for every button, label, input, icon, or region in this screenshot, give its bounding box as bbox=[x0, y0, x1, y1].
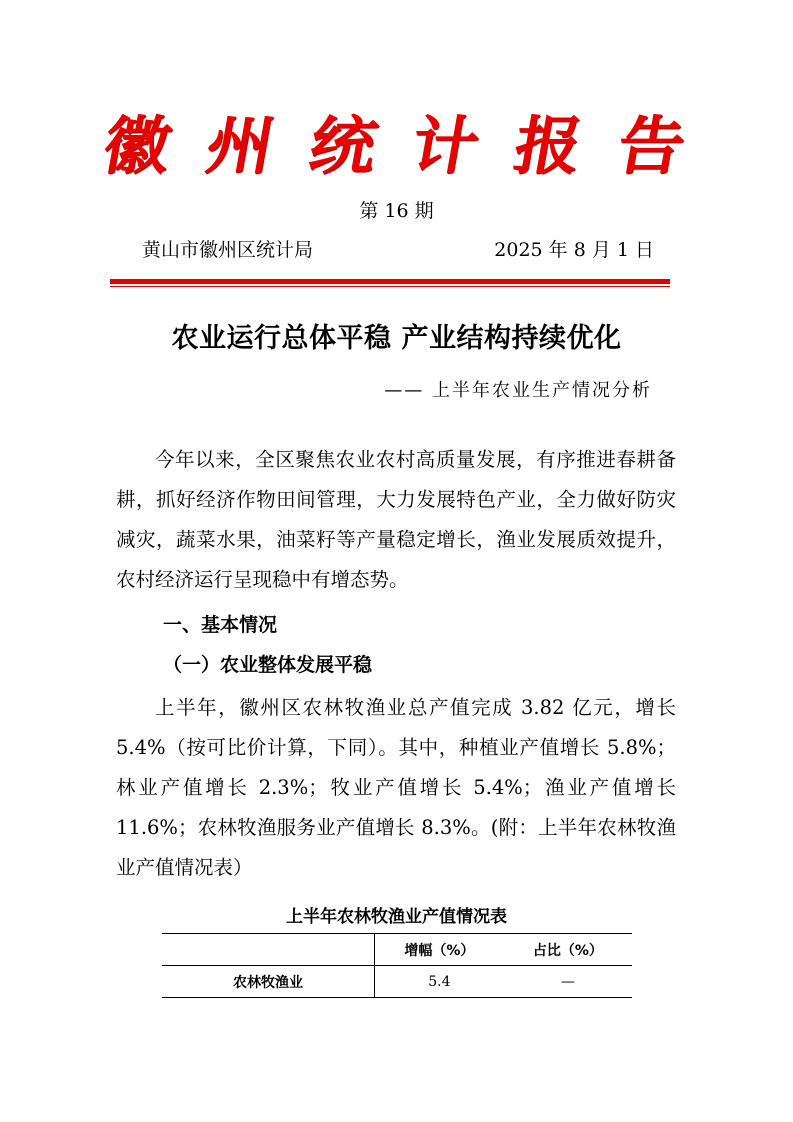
masthead-char: 统 bbox=[303, 108, 383, 183]
table-header-row bbox=[162, 934, 632, 966]
table-title: 上半年农林牧渔业产值情况表 bbox=[286, 907, 507, 927]
table-header-share: 占比（%） bbox=[532, 942, 603, 959]
masthead-char: 计 bbox=[405, 108, 486, 183]
masthead-char: 报 bbox=[508, 108, 588, 183]
article-subtitle: —— 上半年农业生产情况分析 bbox=[384, 380, 652, 401]
masthead-title bbox=[97, 100, 691, 183]
section-heading: 一、基本情况 bbox=[163, 614, 278, 636]
masthead-char: 徽 bbox=[97, 108, 177, 183]
publisher: 黄山市徽州区统计局 bbox=[142, 239, 314, 261]
red-divider-thin bbox=[110, 286, 670, 287]
subsection-heading: （一）农业整体发展平稳 bbox=[163, 654, 373, 676]
issue-number: 第 16 期 bbox=[359, 200, 434, 222]
table-cell-name: 农林牧渔业 bbox=[162, 966, 375, 998]
article-headline: 农业运行总体平稳 产业结构持续优化 bbox=[171, 323, 622, 354]
red-divider bbox=[110, 279, 670, 284]
table-cell-share: — bbox=[560, 973, 575, 990]
table-header-blank bbox=[162, 934, 375, 966]
publication-info bbox=[142, 235, 654, 262]
output-paragraph: 上半年，徽州区农林牧渔业总产值完成 3.82 亿元，增长 5.4%（按可比价计算，下同）。其中，种植业产值增长 5.8%；林业产值增长 2.3%；牧业产值增长 5.4%；渔业产值增长 11.6%；农林牧渔服务业产值增长 8.3%。(附：上半年农林牧渔业产值情况表） bbox=[116, 696, 676, 879]
table-cell-growth: 5.4 bbox=[428, 973, 451, 990]
masthead-char: 州 bbox=[200, 108, 280, 183]
intro-paragraph: 今年以来，全区聚焦农业农村高质量发展，有序推进春耕备耕，抓好经济作物田间管理，大力发展特色产业，全力做好防灾减灾，蔬菜水果，油菜籽等产量稳定增长，渔业发展质效提升，农村经济运行呈现稳中有增态势。 bbox=[116, 448, 676, 591]
masthead-char: 告 bbox=[611, 108, 691, 183]
publish-date: 2025 年 8 月 1 日 bbox=[494, 239, 654, 261]
table-row bbox=[162, 966, 632, 998]
output-table bbox=[162, 933, 632, 998]
table-header-growth: 增幅（%） bbox=[404, 942, 475, 959]
